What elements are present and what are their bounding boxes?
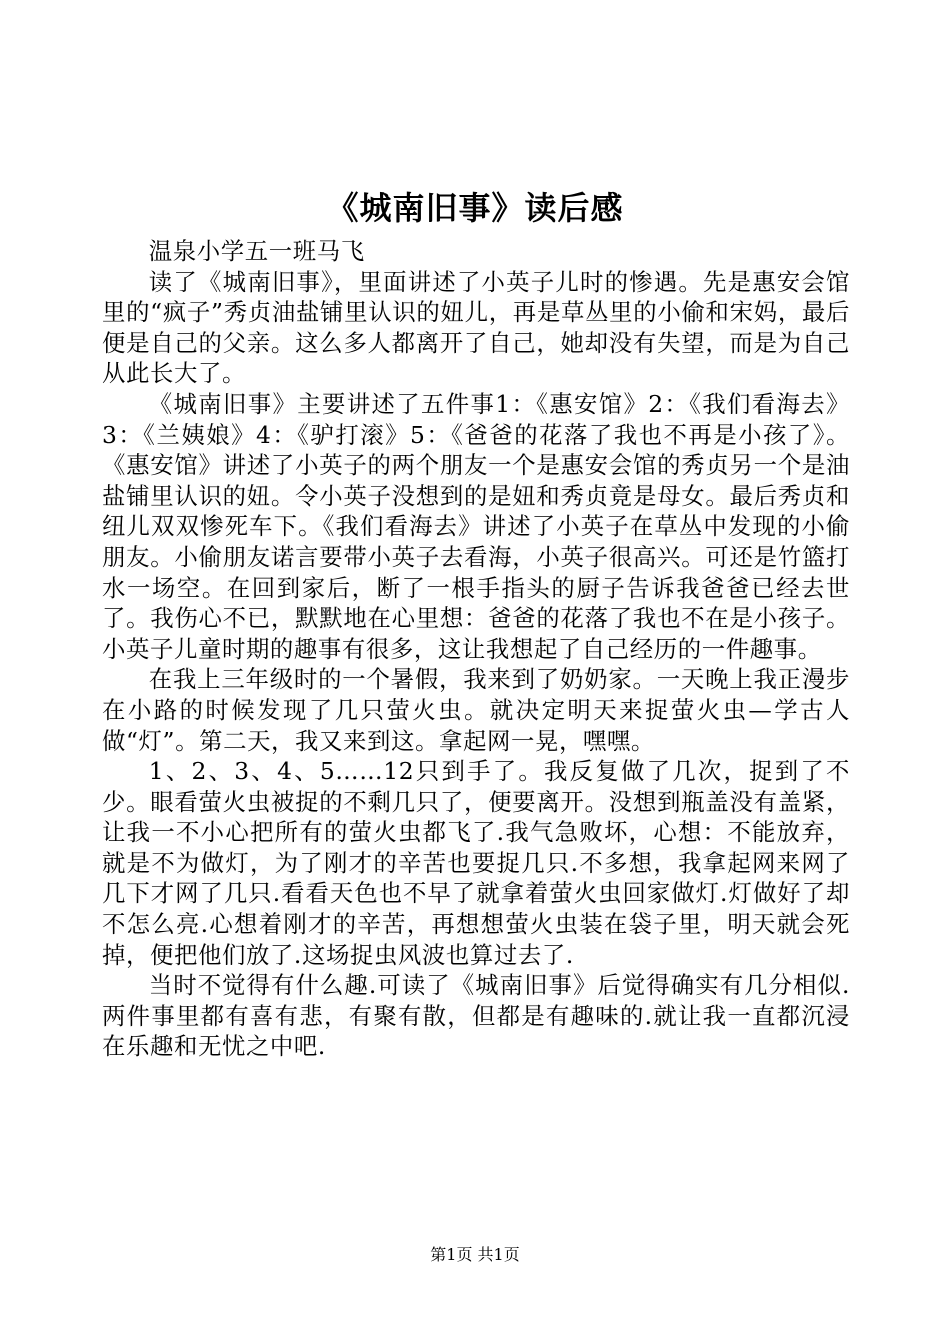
paragraph: 1、2、3、4、5……12只到手了。我反复做了几次，捉到了不少。眼看萤火虫被捉的不剩几只了，便要离开。没想到瓶盖没有盖紧，让我一不小心把所有的萤火虫都飞了.我气急败坏，心想：不能放弃，就是不为做灯，为了刚才的辛苦也要捉几只.不多想，我拿起网来网了几下才网了几只.看看天色也不早了就拿着萤火虫回家做灯.灯做好了却不怎么亮.心想着刚才的辛苦，再想想萤火虫装在袋子里，明天就会死掉，便把他们放了.这场捉虫风波也算过去了. [102,757,850,969]
author-line: 温泉小学五一班马飞 [148,237,365,265]
paragraph: 读了《城南旧事》，里面讲述了小英子儿时的惨遇。先是惠安会馆里的“疯子”秀贞油盐铺里认识的妞儿，再是草丛里的小偷和宋妈，最后便是自己的父亲。这么多人都离开了自己，她却没有失望，而是为自己从此长大了。 [102,267,850,388]
page-footer: 第1页 共1页 [430,1245,520,1264]
paragraph: 在我上三年级时的一个暑假，我来到了奶奶家。一天晚上我正漫步在小路的时候发现了几只萤火虫。就决定明天来捉萤火虫—学古人做“灯”。第二天，我又来到这。拿起网一晃，嘿嘿。 [102,665,850,755]
paragraph: 当时不觉得有什么趣.可读了《城南旧事》后觉得确实有几分相似.两件事里都有喜有悲，有聚有散，但都是有趣味的.就让我一直都沉浸在乐趣和无忧之中吧. [102,971,850,1061]
paragraph: 《城南旧事》主要讲述了五件事1：《惠安馆》2：《我们看海去》3：《兰姨娘》4：《驴打滚》5：《爸爸的花落了我也不再是小孩了》。《惠安馆》讲述了小英子的两个朋友一个是惠安会馆的秀贞另一个是油盐铺里认识的妞。令小英子没想到的是妞和秀贞竟是母女。最后秀贞和纽儿双双惨死车下。《我们看海去》讲述了小英子在草丛中发现的小偷朋友。小偷朋友诺言要带小英子去看海，小英子很高兴。可还是竹篮打水一场空。在回到家后，断了一根手指头的厨子告诉我爸爸已经去世了。我伤心不已，默默地在心里想：爸爸的花落了我也不在是小孩子。小英子儿童时期的趣事有很多，这让我想起了自己经历的一件趣事。 [102,389,850,663]
document-body [102,236,850,1062]
document-title: 《城南旧事》读后感 [326,189,624,227]
